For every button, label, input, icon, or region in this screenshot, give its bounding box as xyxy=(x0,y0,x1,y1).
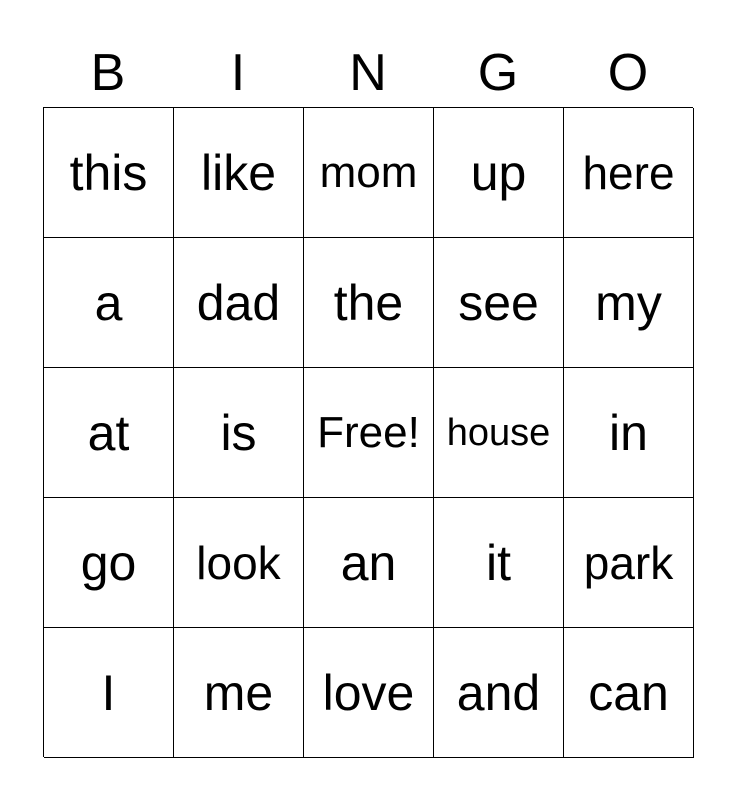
bingo-cell[interactable]: an xyxy=(304,498,434,628)
bingo-cell[interactable]: look xyxy=(174,498,304,628)
bingo-cell[interactable]: dad xyxy=(174,238,304,368)
bingo-header xyxy=(43,40,693,106)
bingo-cell[interactable]: park xyxy=(564,498,694,628)
bingo-cell[interactable]: here xyxy=(564,108,694,238)
bingo-cell[interactable]: in xyxy=(564,368,694,498)
bingo-cell[interactable]: me xyxy=(174,628,304,758)
bingo-cell[interactable]: a xyxy=(44,238,174,368)
bingo-cell[interactable]: like xyxy=(174,108,304,238)
header-letter-n: N xyxy=(349,44,387,102)
bingo-cell[interactable]: mom xyxy=(304,108,434,238)
bingo-cell[interactable]: the xyxy=(304,238,434,368)
bingo-card-grid xyxy=(43,107,693,757)
bingo-cell[interactable]: house xyxy=(434,368,564,498)
bingo-cell[interactable]: can xyxy=(564,628,694,758)
bingo-cell[interactable]: it xyxy=(434,498,564,628)
bingo-cell[interactable]: love xyxy=(304,628,434,758)
header-letter-g: G xyxy=(477,44,519,102)
header-letter-o: O xyxy=(607,44,649,102)
header-letter-b: B xyxy=(90,44,126,102)
bingo-cell[interactable]: this xyxy=(44,108,174,238)
bingo-cell[interactable]: is xyxy=(174,368,304,498)
bingo-cell[interactable]: go xyxy=(44,498,174,628)
bingo-cell[interactable]: and xyxy=(434,628,564,758)
header-letter-i: I xyxy=(230,44,246,102)
bingo-cell[interactable]: up xyxy=(434,108,564,238)
free-space-cell[interactable]: Free! xyxy=(304,368,434,498)
bingo-cell[interactable]: at xyxy=(44,368,174,498)
bingo-cell[interactable]: see xyxy=(434,238,564,368)
bingo-cell[interactable]: I xyxy=(44,628,174,758)
bingo-cell[interactable]: my xyxy=(564,238,694,368)
